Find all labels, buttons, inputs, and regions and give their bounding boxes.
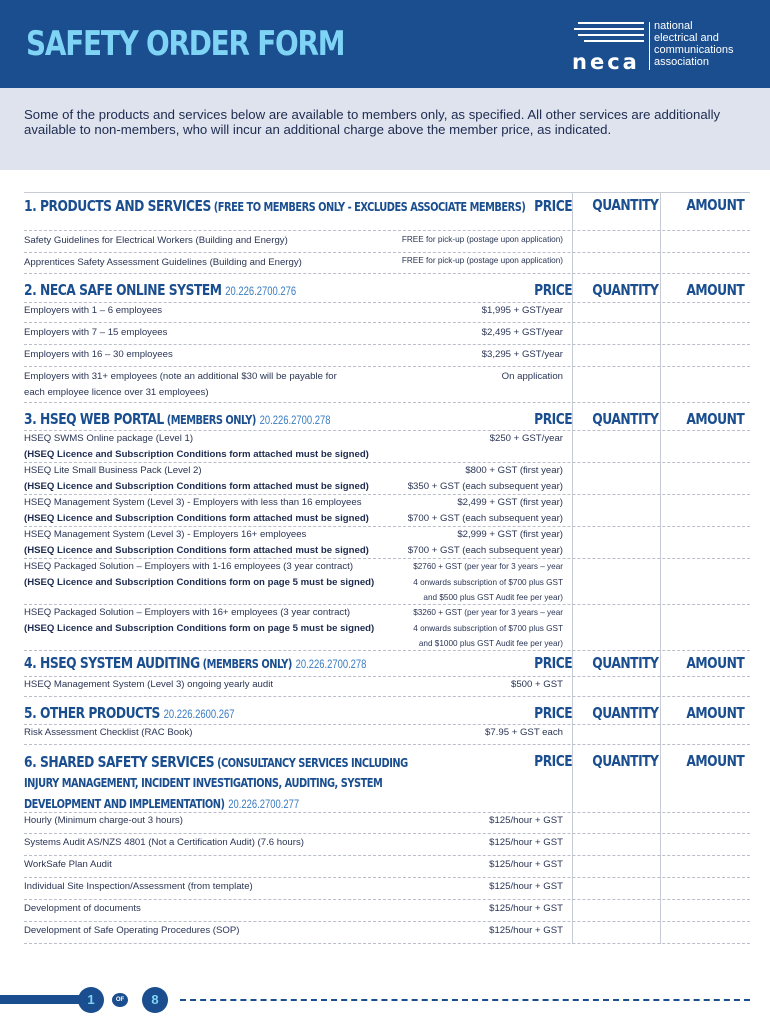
price-column-header: PRICE [534, 704, 573, 722]
row-divider [24, 921, 750, 922]
product-description: HSEQ Packaged Solution – Employers with 1-16 employees (3 year contract) (HSEQ Licence and Subscription Conditions form on page 5 must be signed) [24, 561, 375, 588]
price-column-header: PRICE [534, 281, 573, 299]
current-page-badge: 1 [78, 987, 104, 1013]
product-price: $1,995 + GST/year [481, 305, 563, 316]
table-top-rule [24, 192, 750, 193]
page-header [0, 0, 770, 88]
row-divider [24, 322, 750, 323]
product-price: FREE for pick-up (postage upon application) [401, 256, 563, 265]
product-description: HSEQ Management System (Level 3) - Employers 16+ employees (HSEQ Licence and Subscription Conditions form attached must be signed) [24, 529, 369, 556]
quantity-column-header: QUANTITY [592, 281, 659, 299]
product-description: Employers with 16 – 30 employees [24, 349, 173, 360]
row-divider [24, 366, 750, 367]
product-price: $3260 + GST (per year for 3 years – year 4 onwards subscription of $700 plus GST and $1000 plus GST Audit fee per year) [413, 608, 563, 648]
quantity-column-header: QUANTITY [592, 654, 659, 672]
product-price: $3,295 + GST/year [481, 349, 563, 360]
product-price: FREE for pick-up (postage upon application) [401, 235, 563, 244]
product-price: $500 + GST [511, 679, 563, 690]
form-title: SAFETY ORDER FORM [26, 24, 345, 64]
row-divider [24, 230, 750, 231]
amount-column-header: AMOUNT [686, 752, 745, 770]
service-description: Systems Audit AS/NZS 4801 (Not a Certification Audit) (7.6 hours) [24, 837, 304, 848]
service-price: $125/hour + GST [489, 815, 563, 826]
amount-column-header: AMOUNT [686, 654, 745, 672]
footer-dashed-line [180, 999, 750, 1001]
logo-line: association [654, 56, 710, 68]
service-description: WorkSafe Plan Audit [24, 859, 112, 870]
product-description: Employers with 7 – 15 employees [24, 327, 168, 338]
price-column-header: PRICE [534, 752, 573, 770]
neca-logo [572, 18, 762, 72]
page-of-label: OF [112, 993, 128, 1007]
row-divider [24, 650, 750, 651]
service-description: Individual Site Inspection/Assessment (from template) [24, 881, 253, 892]
amount-column-header: AMOUNT [686, 704, 745, 722]
product-description: HSEQ Management System (Level 3) ongoing yearly audit [24, 679, 274, 690]
service-price: $125/hour + GST [489, 859, 563, 870]
intro-panel [0, 88, 770, 170]
logo-word: neca [572, 50, 640, 74]
quantity-column-header: QUANTITY [592, 410, 659, 428]
product-description: Risk Assessment Checklist (RAC Book) [24, 727, 193, 738]
service-price: $125/hour + GST [489, 837, 563, 848]
row-divider [24, 696, 750, 697]
service-price: $125/hour + GST [489, 881, 563, 892]
logo-line: national [654, 20, 693, 32]
section-1-heading: 1. PRODUCTS AND SERVICES (FREE TO MEMBERS ONLY - EXCLUDES ASSOCIATE MEMBERS) [24, 197, 526, 215]
logo-divider [649, 22, 650, 70]
service-description: Development of documents [24, 903, 141, 914]
price-column-header: PRICE [534, 654, 573, 672]
row-divider [24, 899, 750, 900]
row-divider [24, 943, 750, 944]
total-pages-badge: 8 [142, 987, 168, 1013]
logo-line: communications [654, 44, 734, 56]
product-description: HSEQ Management System (Level 3) - Employers with less than 16 employees (HSEQ Licence and Subscription Conditions form attached must be signed) [24, 497, 369, 524]
amount-column-header: AMOUNT [686, 410, 745, 428]
product-description: Employers with 31+ employees (note an additional $30 will be payable for each employee licence over 31 employees) [24, 371, 337, 398]
section-5-heading: 5. OTHER PRODUCTS 20.226.2600.267 [24, 704, 235, 722]
quantity-column-header: QUANTITY [592, 704, 659, 722]
section-4-heading: 4. HSEQ SYSTEM AUDITING (MEMBERS ONLY) 20.226.2700.278 [24, 654, 367, 672]
price-column-header: PRICE [534, 197, 573, 215]
quantity-column-header: QUANTITY [592, 752, 659, 770]
row-divider [24, 855, 750, 856]
logo-line: electrical and [654, 32, 719, 44]
row-divider [24, 402, 750, 403]
quantity-column-divider [572, 192, 573, 944]
section-6-heading: 6. SHARED SAFETY SERVICES (CONSULTANCY SERVICES INCLUDING INJURY MANAGEMENT, INCIDENT INVESTIGATIONS, AUDITING, SYSTEM DEVELOPMENT AND IMPLEMENTATION) 20.226.2700.277 [24, 753, 408, 811]
row-divider [24, 344, 750, 345]
service-description: Hourly (Minimum charge-out 3 hours) [24, 815, 183, 826]
service-price: $125/hour + GST [489, 925, 563, 936]
amount-column-divider [660, 192, 661, 944]
section-2-heading: 2. NECA SAFE ONLINE SYSTEM 20.226.2700.276 [24, 281, 297, 299]
quantity-column-header: QUANTITY [592, 196, 659, 214]
product-description: HSEQ Lite Small Business Pack (Level 2) (HSEQ Licence and Subscription Conditions form attached must be signed) [24, 465, 369, 492]
service-price: $125/hour + GST [489, 903, 563, 914]
product-description: HSEQ SWMS Online package (Level 1) (HSEQ Licence and Subscription Conditions form attached must be signed) [24, 433, 369, 460]
amount-column-header: AMOUNT [686, 281, 745, 299]
service-description: Development of Safe Operating Procedures (SOP) [24, 925, 240, 936]
intro-text: Some of the products and services below are available to members only, as specified. All other services are additionally available to non-members, who will incur an additional charge above the member price, as indicated. [24, 107, 721, 137]
amount-column-header: AMOUNT [686, 196, 745, 214]
product-price: $7.95 + GST each [485, 727, 563, 738]
product-description: Safety Guidelines for Electrical Workers (Building and Energy) [24, 235, 288, 246]
row-divider [24, 877, 750, 878]
footer-bar [0, 995, 84, 1004]
product-price: $2,999 + GST (first year) $700 + GST (each subsequent year) [407, 529, 563, 556]
section-3-heading: 3. HSEQ WEB PORTAL (MEMBERS ONLY) 20.226.2700.278 [24, 410, 331, 428]
row-divider [24, 273, 750, 274]
product-price: $2,499 + GST (first year) $700 + GST (each subsequent year) [407, 497, 563, 524]
row-divider [24, 833, 750, 834]
logo-association-name [654, 20, 733, 68]
price-column-header: PRICE [534, 410, 573, 428]
row-divider [24, 744, 750, 745]
product-price: $250 + GST/year [489, 433, 563, 444]
logo-lines-icon [574, 21, 646, 47]
product-price: On application [501, 371, 563, 382]
product-price: $2760 + GST (per year for 3 years – year 4 onwards subscription of $700 plus GST and $500 plus GST Audit fee per year) [413, 562, 563, 602]
product-description: HSEQ Packaged Solution – Employers with 16+ employees (3 year contract) (HSEQ Licence and Subscription Conditions form on page 5 must be signed) [24, 607, 375, 634]
product-price: $2,495 + GST/year [481, 327, 563, 338]
product-price: $800 + GST (first year) $350 + GST (each subsequent year) [407, 465, 563, 492]
product-description: Apprentices Safety Assessment Guidelines (Building and Energy) [24, 257, 302, 268]
product-description: Employers with 1 – 6 employees [24, 305, 163, 316]
